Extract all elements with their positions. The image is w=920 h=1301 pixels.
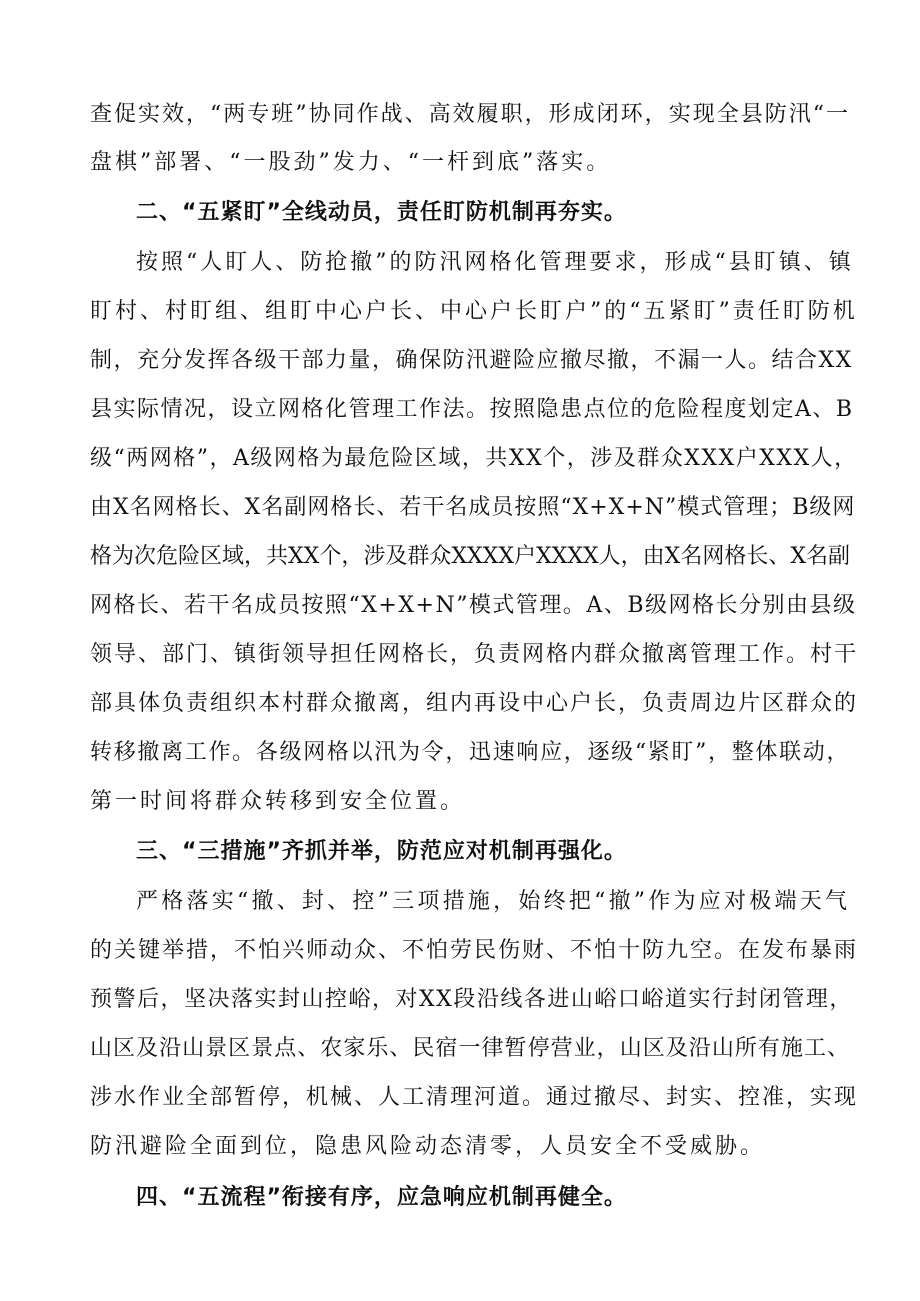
paragraph-2-line-1: 按照“人盯人、防抢撤”的防汛网格化管理要求，形成“县盯镇、镇: [136, 250, 854, 275]
paragraph-3-line-1: 严格落实“撤、封、控”三项措施，始终把“撤”作为应对极端天气: [136, 889, 850, 914]
section-heading-3: 三、“三措施”齐抓并举，防范应对机制再强化。: [136, 839, 627, 864]
paragraph-2-line-12: 第一时间将群众转移到安全位置。: [90, 789, 466, 814]
paragraph-2-line-4: 县实际情况，设立网格化管理工作法。按照隐患点位的危险程度划定A、B: [90, 397, 854, 422]
paragraph-2-line-5: 级“两网格”，A级网格为最危险区域，共XX个，涉及群众XXX户XXX人，: [90, 446, 858, 471]
paragraph-2-line-9: 领导、部门、镇街领导担任网格长，负责网格内群众撤离管理工作。村干: [90, 642, 859, 667]
paragraph-1-line-2: 盘棋”部署、“一股劲”发力、“一杆到底”落实。: [90, 150, 612, 175]
paragraph-2-line-7: 格为次危险区域，共XX个，涉及群众XXXX户XXXX人，由X名网格长、X名副: [90, 544, 850, 569]
paragraph-3-line-5: 涉水作业全部暂停，机械、人工清理河道。通过撤尽、封实、控准，实现: [90, 1085, 859, 1110]
section-heading-2: 二、“五紧盯”全线动员，责任盯防机制再夯实。: [136, 200, 627, 225]
paragraph-3-line-3: 预警后，坚决落实封山控峪，对XX段沿线各进山峪口峪道实行封闭管理，: [90, 987, 853, 1012]
paragraph-3-line-6: 防汛避险全面到位，隐患风险动态清零，人员安全不受威胁。: [90, 1134, 766, 1159]
paragraph-2-line-8: 网格长、若干名成员按照“X+X+N”模式管理。A、B级网格长分别由县级: [90, 593, 857, 618]
paragraph-3-line-2: 的关键举措，不怕兴师动众、不怕劳民伤财、不怕十防九空。在发布暴雨: [90, 938, 859, 963]
paragraph-3-line-4: 山区及沿山景区景点、农家乐、民宿一律暂停营业，山区及沿山所有施工、: [90, 1036, 850, 1061]
section-heading-4: 四、“五流程”衔接有序，应急响应机制再健全。: [136, 1185, 627, 1210]
paragraph-1-line-1: 查促实效，“两专班”协同作战、高效履职，形成闭环，实现全县防汛“一: [90, 102, 850, 127]
paragraph-2-line-10: 部具体负责组织本村群众撤离，组内再设中心户长，负责周边片区群众的: [90, 691, 859, 716]
paragraph-2-line-11: 转移撤离工作。各级网格以汛为令，迅速响应，逐级“紧盯”，整体联动，: [90, 740, 850, 765]
paragraph-2-line-6: 由X名网格长、X名副网格长、若干名成员按照“X+X+N”模式管理；B级网: [90, 495, 856, 520]
paragraph-2-line-2: 盯村、村盯组、组盯中心户长、中心户长盯户”的“五紧盯”责任盯防机: [90, 299, 858, 324]
paragraph-2-line-3: 制，充分发挥各级干部力量，确保防汛避险应撤尽撤，不漏一人。结合XX: [90, 348, 853, 373]
